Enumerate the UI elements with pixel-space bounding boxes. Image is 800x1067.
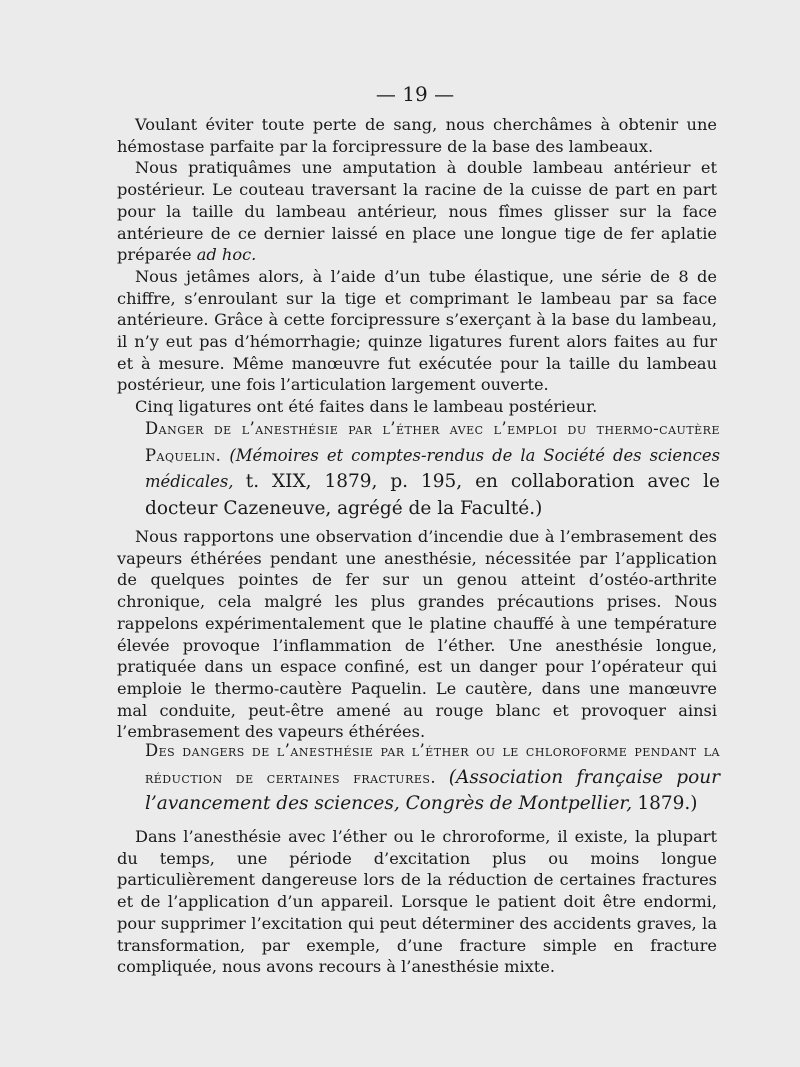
section-heading-ether-thermocautere [145,416,720,522]
paragraph: Cinq ligatures ont été faites dans le lambeau postérieur. [135,397,598,417]
paragraph: Dans l’anesthésie avec l’éther ou le chroroforme, il existe, la plupart du temps, une période d’excitation plus ou moins longue particulièrement dangereuse lors de la réduction de certaines fractures et de l’application d’un appareil. Lorsque le patient doit être endormi, pour supprimer l’excitation qui peut déterminer des accidents graves, la transformation, par exemple, d’une fracture simple en fracture compliquée, nous avons recours à l’anesthésie mixte. [117,827,717,977]
section-title: Des dangers de l’anesthésie par l’éther ou le chloroforme pendant la réduction de certaines fractures. [145,741,720,787]
text-block-amputation [117,114,717,418]
section-title: Danger de l’anesthésie par l’éther avec l’emploi du thermo-cautère Paquelin. [145,419,720,465]
text-block-anesthesie-mixte [117,826,717,978]
paragraph-text: Nous pratiquâmes une amputation à double lambeau antérieur et postérieur. Le couteau traversant la racine de la cuisse de part en part pour la taille du lambeau antérieur, nous fîmes glisser sur la face antérieure de ce dernier laissé en place une longue tige de fer aplatie préparée [117,158,717,265]
paragraph: Voulant éviter toute perte de sang, nous cherchâmes à obtenir une hémostase parfaite par la forcipressure de la base des lambeaux. [117,115,717,156]
citation-source: (Association française pour l’avancement des sciences, Congrès de Montpellier, [145,766,720,814]
citation-source: (Mémoires et comptes-rendus de la Société des sciences médicales, [145,445,720,491]
paragraph: Nous jetâmes alors, à l’aide d’un tube élastique, une série de 8 de chiffre, s’enroulant sur la tige et comprimant le lambeau par sa face antérieure. Grâce à cette forcipressure s’exerçant à la base du lambeau, il n’y eut pas d’hémorrhagie; quinze ligatures furent alors faites au fur et à mesure. Même manœuvre fut exécutée pour la taille du lambeau postérieur, une fois l’articulation largement ouverte. [117,266,717,395]
section-heading-fractures [145,738,720,818]
citation-details: 1879.) [637,793,698,814]
italic-term: ad hoc. [196,245,257,265]
paragraph: Nous rapportons une observation d’incendie due à l’embrasement des vapeurs éthérées pendant une anesthésie, nécessitée par l’application de quelques pointes de fer sur un genou atteint d’ostéo-arthrite chronique, cela malgré les plus grandes précautions prises. Nous rappelons expérimentalement que le platine chauffé à une température élevée provoque l’inflammation de l’éther. Une anesthésie longue, pratiquée dans un espace confiné, est un danger pour l’opérateur qui emploie le thermo-cautère Paquelin. Le cautère, dans une manœuvre mal conduite, peut-être amené au rouge blanc et provoquer ainsi l’embrasement des vapeurs éthérées. [117,527,717,742]
paragraph [117,157,717,266]
page-number: — 19 — [375,82,455,106]
citation-details: t. XIX, 1879, p. 195, en collaboration avec le docteur Cazeneuve, agrégé de la Faculté.) [145,471,721,519]
text-block-incendie [117,526,717,743]
